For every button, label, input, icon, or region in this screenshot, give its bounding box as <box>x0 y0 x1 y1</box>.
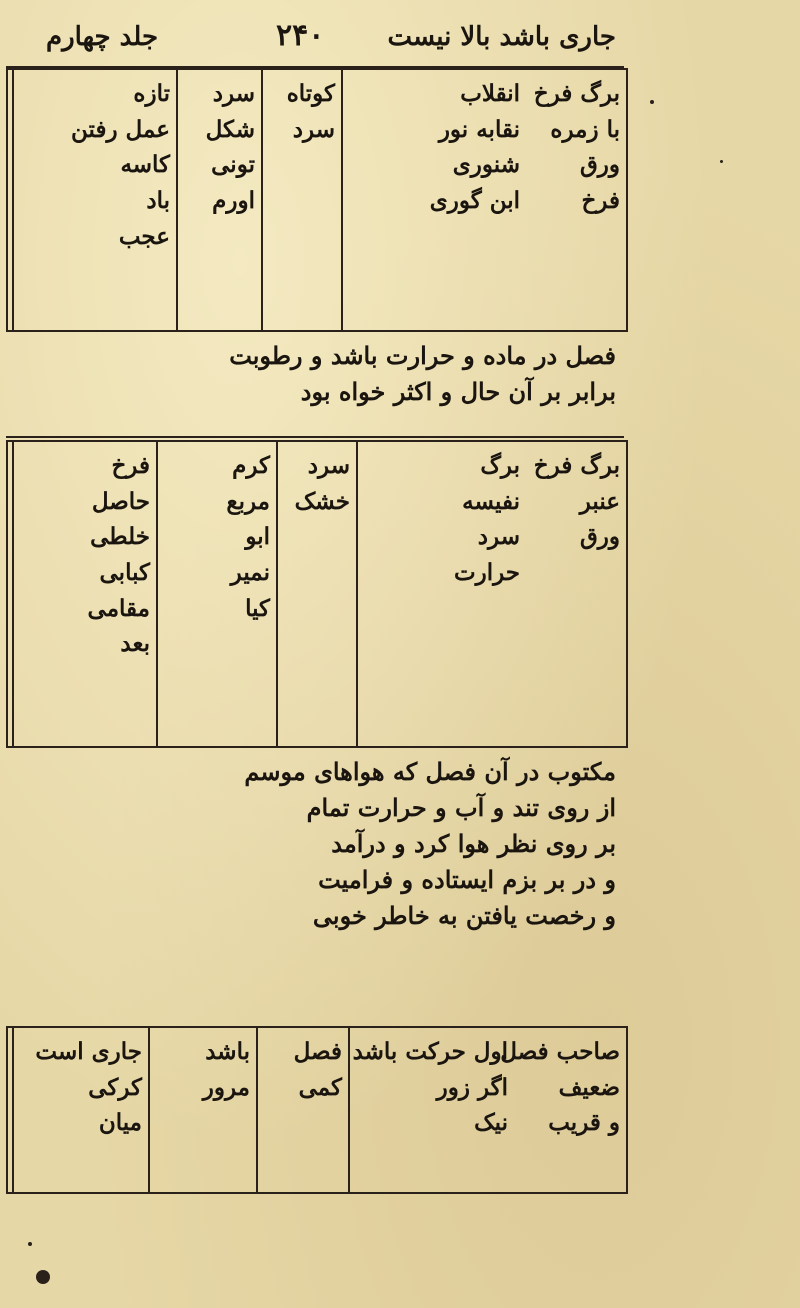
table-2-column: برگ نفیسه سرد حرارت <box>356 442 526 746</box>
ink-spot <box>650 100 654 104</box>
table-1-column: کوتاه سرد <box>261 70 341 330</box>
table-3-column: باشد مرور <box>148 1028 256 1192</box>
table-2-column: برگ فرخ عنبر ورق <box>533 452 620 551</box>
table-3 <box>6 1026 628 1194</box>
ink-spot <box>720 160 723 163</box>
ink-spot <box>28 1242 32 1246</box>
table-1 <box>6 68 628 332</box>
header-left-title: جلد چهارم <box>46 22 159 52</box>
page-header <box>6 8 624 68</box>
ink-spot <box>36 1270 50 1284</box>
paragraph-1: فصل در ماده و حرارت باشد و رطوبت برابر بر آن حال و اکثر خواه بود <box>229 341 616 406</box>
divider <box>6 436 624 438</box>
table-2-column: سرد خشک <box>276 442 356 746</box>
table-3-column: جاری است کرکی میان <box>12 1028 148 1192</box>
table-1-column: سرد شکل تونی اورم <box>176 70 261 330</box>
table-2-column: کرم مربع ابو نمیر کیا <box>156 442 276 746</box>
table-1-column: برگ فرخ با زمره ورق فرخ <box>533 80 620 214</box>
table-3-column: اول حرکت باشد اگر زور نیک <box>348 1028 514 1192</box>
table-3-column: فصل کمی <box>256 1028 348 1192</box>
page-number: ۲۴۰ <box>276 18 325 53</box>
table-1-column: انقلاب نقابه نور شنوری ابن گوری <box>341 70 526 330</box>
header-running-title: جاری باشد بالا نیست <box>387 22 616 52</box>
table-2-column: فرخ حاصل خلطی کبابی مقامی بعد <box>12 442 156 746</box>
table-1-column: تازه عمل رفتن کاسه باد عجب <box>12 70 176 330</box>
table-3-column: صاحب فصل ضعیف و قریب <box>500 1038 620 1137</box>
paragraph-2: مکتوب در آن فصل که هواهای موسم از روی تند و آب و حرارت تمام بر روی نظر هوا کرد و درآمد و در بر بزم ایستاده و فرامیت و رخصت یافتن به خاطر خوبی <box>244 757 616 930</box>
table-2 <box>6 440 628 748</box>
